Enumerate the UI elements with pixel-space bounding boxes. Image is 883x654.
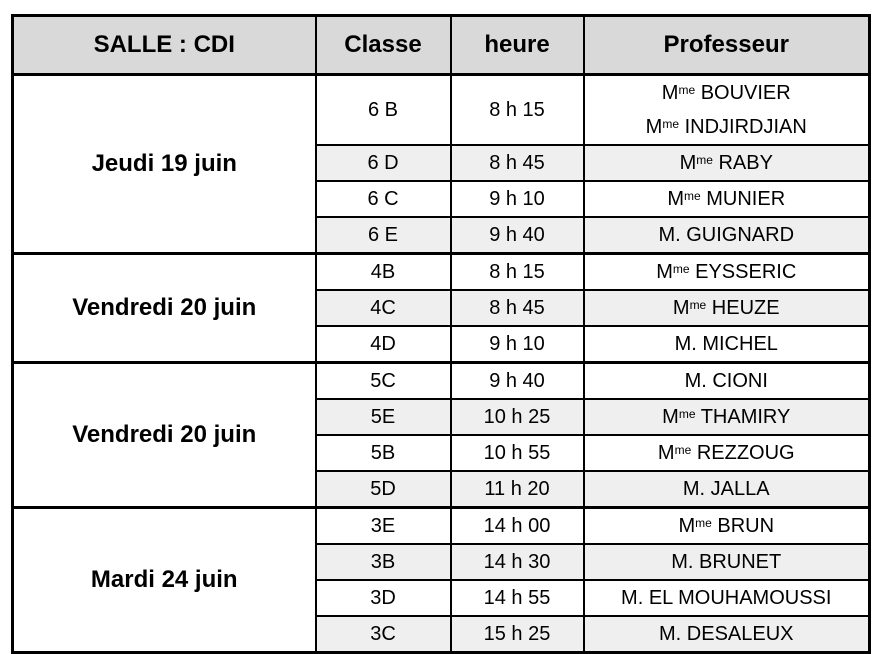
professeur-title: M (662, 406, 679, 428)
professeur-name (585, 327, 869, 361)
professeur-cell (584, 471, 870, 508)
classe-cell: 5B (316, 435, 451, 471)
table-row (13, 75, 870, 146)
professeur-cell (584, 435, 870, 471)
professeur-title: M (656, 261, 673, 283)
heure-cell: 14 h 30 (451, 544, 584, 580)
professeur-surname: GUIGNARD (686, 224, 795, 246)
classe-cell: 6 D (316, 145, 451, 181)
professeur-title-superscript: me (672, 262, 690, 276)
professeur-name (585, 545, 869, 579)
professeur-name (585, 146, 869, 180)
header-heure: heure (451, 16, 584, 75)
professeur-name (585, 76, 869, 110)
professeur-title-superscript: me (696, 153, 713, 167)
professeur-cell (584, 181, 870, 217)
classe-cell: 5E (316, 399, 451, 435)
professeur-surname: DESALEUX (686, 623, 794, 645)
professeur-title: M. (659, 623, 682, 645)
table-row (13, 508, 870, 545)
professeur-surname: MUNIER (706, 188, 786, 210)
professeur-cell (584, 616, 870, 653)
professeur-surname: MICHEL (702, 333, 778, 355)
table-row (13, 254, 870, 291)
classe-cell: 3D (316, 580, 451, 616)
day-cell: Vendredi 20 juin (13, 254, 316, 363)
professeur-surname: CIONI (712, 370, 768, 392)
professeur-title-superscript: me (678, 83, 696, 97)
professeur-cell (584, 254, 870, 291)
day-cell: Mardi 24 juin (13, 508, 316, 653)
classe-cell: 5C (316, 363, 451, 400)
professeur-title-superscript: me (678, 407, 696, 421)
professeur-name (585, 509, 869, 543)
classe-cell: 6 E (316, 217, 451, 254)
professeur-name (585, 182, 869, 216)
professeur-cell (584, 75, 870, 146)
professeur-cell (584, 217, 870, 254)
professeur-title: M. (682, 478, 706, 500)
professeur-title: M. (658, 224, 681, 246)
heure-cell: 11 h 20 (451, 471, 584, 508)
heure-cell: 10 h 55 (451, 435, 584, 471)
heure-cell: 8 h 45 (451, 145, 584, 181)
professeur-title-superscript: me (662, 117, 680, 131)
professeur-title: M. (671, 551, 694, 573)
table-row (13, 363, 870, 400)
classe-cell: 3C (316, 616, 451, 653)
professeur-surname: RABY (718, 152, 773, 174)
professeur-name (585, 364, 869, 398)
professeur-name (585, 255, 869, 289)
classe-cell: 3E (316, 508, 451, 545)
heure-cell: 8 h 15 (451, 75, 584, 146)
professeur-name (585, 218, 869, 252)
professeur-cell (584, 580, 870, 616)
classe-cell: 5D (316, 471, 451, 508)
professeur-title-superscript: me (674, 443, 692, 457)
professeur-surname: HEUZE (711, 297, 780, 319)
heure-cell: 9 h 10 (451, 326, 584, 363)
professeur-surname: REZZOUG (696, 442, 795, 464)
professeur-name (585, 400, 869, 434)
professeur-surname: THAMIRY (700, 406, 791, 428)
heure-cell: 9 h 40 (451, 363, 584, 400)
professeur-surname: JALLA (710, 478, 770, 500)
professeur-cell (584, 290, 870, 326)
professeur-name (585, 617, 869, 651)
heure-cell: 9 h 10 (451, 181, 584, 217)
classe-cell: 6 B (316, 75, 451, 146)
schedule-body (13, 75, 870, 653)
exam-schedule-table (11, 14, 871, 654)
heure-cell: 8 h 45 (451, 290, 584, 326)
day-cell: Jeudi 19 juin (13, 75, 316, 254)
professeur-cell (584, 508, 870, 545)
header-professeur: Professeur (584, 16, 870, 75)
professeur-cell (584, 145, 870, 181)
professeur-title-superscript: me (684, 189, 701, 203)
day-cell: Vendredi 20 juin (13, 363, 316, 508)
professeur-cell (584, 544, 870, 580)
professeur-surname: EYSSERIC (695, 261, 797, 283)
professeur-name (585, 581, 869, 615)
professeur-title: M (678, 515, 696, 537)
professeur-title: M. (674, 333, 697, 355)
professeur-title: M (667, 188, 685, 210)
heure-cell: 15 h 25 (451, 616, 584, 653)
heure-cell: 14 h 55 (451, 580, 584, 616)
professeur-title: M (645, 116, 663, 138)
heure-cell: 8 h 15 (451, 254, 584, 291)
professeur-cell (584, 399, 870, 435)
professeur-title-superscript: me (695, 516, 712, 530)
heure-cell: 10 h 25 (451, 399, 584, 435)
heure-cell: 9 h 40 (451, 217, 584, 254)
professeur-title: M. (684, 370, 707, 392)
classe-cell: 4C (316, 290, 451, 326)
professeur-name (585, 110, 869, 144)
header-salle: SALLE : CDI (13, 16, 316, 75)
classe-cell: 4B (316, 254, 451, 291)
professeur-name (585, 291, 869, 325)
professeur-name (585, 436, 869, 470)
professeur-surname: EL MOUHAMOUSSI (648, 587, 832, 609)
professeur-cell (584, 363, 870, 400)
header-classe: Classe (316, 16, 451, 75)
professeur-surname: BRUN (717, 515, 775, 537)
professeur-surname: BRUNET (699, 551, 782, 573)
professeur-title-superscript: me (689, 298, 707, 312)
professeur-title: M (679, 152, 697, 174)
heure-cell: 14 h 00 (451, 508, 584, 545)
professeur-title: M (672, 297, 690, 319)
professeur-title: M (661, 82, 679, 104)
professeur-name (585, 472, 869, 506)
classe-cell: 4D (316, 326, 451, 363)
professeur-surname: BOUVIER (700, 82, 791, 104)
professeur-cell (584, 326, 870, 363)
professeur-title: M. (621, 587, 644, 609)
classe-cell: 3B (316, 544, 451, 580)
professeur-surname: INDJIRDJIAN (684, 116, 807, 138)
classe-cell: 6 C (316, 181, 451, 217)
professeur-title: M (657, 442, 675, 464)
header-row (13, 16, 870, 75)
